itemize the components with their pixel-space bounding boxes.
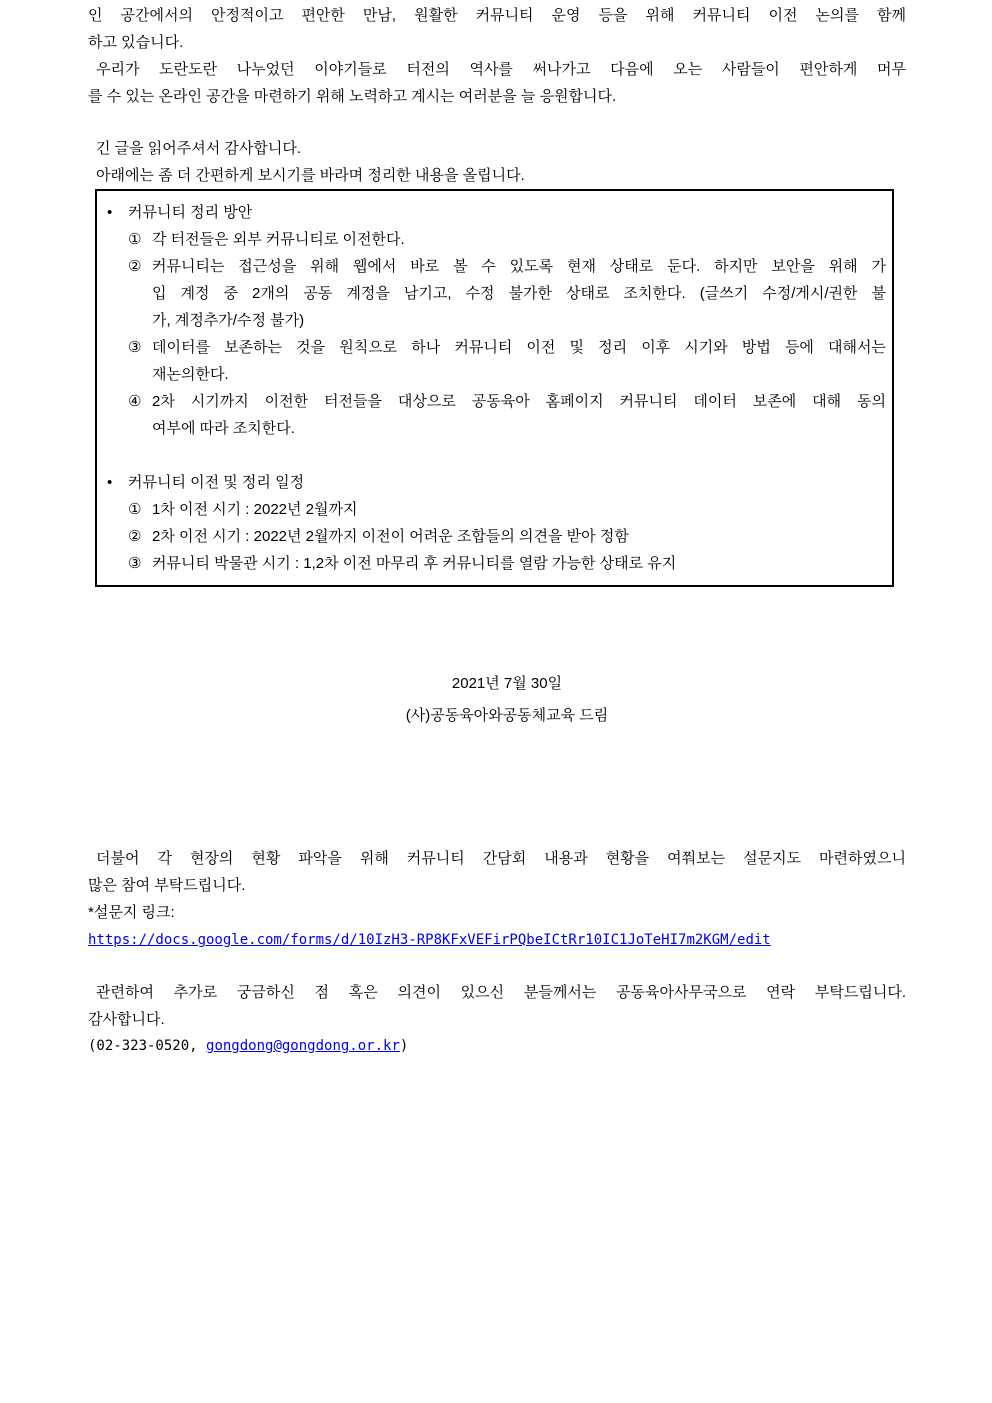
list-item <box>128 496 886 523</box>
list-item <box>128 388 886 442</box>
circled-number-icon: ② <box>128 258 142 275</box>
item-line: 재논의한다. <box>152 366 229 383</box>
thanks-line: 긴 글을 읽어주셔서 감사합니다. <box>96 140 302 157</box>
list-item <box>128 334 886 388</box>
intro-line: 인 공간에서의 안정적이고 편안한 만남, 원활한 커뮤니티 운영 등을 위해 커뮤니티 이전 논의를 함께 <box>88 7 906 24</box>
bullet-icon: • <box>107 474 113 491</box>
item-line: 2차 시기까지 이전한 터전들을 대상으로 공동육아 홈페이지 커뮤니티 데이터 보존에 대해 동의 <box>152 393 886 410</box>
signature-org: (사)공동육아와공동체교육 드림 <box>405 707 609 724</box>
contact-phone-line <box>88 1033 906 1060</box>
thanks-line: 아래에는 좀 더 간편하게 보시기를 바라며 정리한 내용을 올립니다. <box>96 167 525 184</box>
circled-number-icon: ① <box>128 501 142 518</box>
section-title-row <box>107 199 886 226</box>
intro-paragraph <box>88 2 906 110</box>
blank-space <box>88 732 906 845</box>
item-line: 커뮤니티는 접근성을 위해 웹에서 바로 볼 수 있도록 현재 상태로 둔다. 하지만 보안을 위해 가 <box>152 258 886 275</box>
list-item <box>128 226 886 253</box>
item-line: 가, 계정추가/수정 불가) <box>152 312 305 329</box>
circled-number-icon: ① <box>128 231 142 248</box>
thanks-paragraph <box>88 135 906 189</box>
intro-line: 하고 있습니다. <box>88 34 184 51</box>
item-line: 커뮤니티 박물관 시기 : 1,2차 이전 마무리 후 커뮤니티를 열람 가능한 상태로 유지 <box>152 555 677 572</box>
signature-block <box>88 668 906 732</box>
list-item <box>128 523 886 550</box>
section-title: 커뮤니티 정리 방안 <box>128 204 253 221</box>
circled-number-icon: ③ <box>128 339 142 356</box>
survey-line: 많은 참여 부탁드립니다. <box>88 877 246 894</box>
item-line: 입 계정 중 2개의 공동 계정을 남기고, 수정 불가한 상태로 조치한다. (글쓰기 수정/게시/권한 불 <box>152 285 886 302</box>
circled-number-icon: ③ <box>128 555 142 572</box>
closing-paren: ) <box>399 1038 409 1054</box>
item-line: 1차 이전 시기 : 2022년 2월까지 <box>152 501 358 518</box>
intro-line: 를 수 있는 온라인 공간을 마련하기 위해 노력하고 계시는 여러분을 늘 응원합니다. <box>88 88 617 105</box>
intro-line: 우리가 도란도란 나누었던 이야기들로 터전의 역사를 써나가고 다음에 오는 사람들이 편안하게 머무 <box>96 61 906 78</box>
item-line: 여부에 따라 조치한다. <box>152 420 295 437</box>
item-line: 각 터전들은 외부 커뮤니티로 이전한다. <box>152 231 405 248</box>
blank-space <box>88 587 906 668</box>
contact-line: 관련하여 추가로 궁금하신 점 혹은 의견이 있으신 분들께서는 공동육아사무국으로 연락 부탁드립니다. <box>96 984 906 1001</box>
section-title-row <box>107 469 886 496</box>
blank-space <box>107 442 886 469</box>
email-link[interactable]: gongdong@gongdong.or.kr <box>206 1038 400 1054</box>
summary-box <box>95 189 894 587</box>
phone-number: (02-323-0520, <box>88 1038 207 1054</box>
item-line: 2차 이전 시기 : 2022년 2월까지 이전이 어려운 조합들의 의견을 받아 정함 <box>152 528 629 545</box>
contact-line: 감사합니다. <box>88 1011 165 1028</box>
section-title: 커뮤니티 이전 및 정리 일정 <box>128 474 305 491</box>
blank-space <box>88 110 906 135</box>
signature-date: 2021년 7월 30일 <box>451 675 563 692</box>
document-page <box>88 0 906 1060</box>
bullet-icon: • <box>107 204 113 221</box>
survey-link-label: *설문지 링크: <box>88 904 175 921</box>
item-line: 데이터를 보존하는 것을 원칙으로 하나 커뮤니티 이전 및 정리 이후 시기와 방법 등에 대해서는 <box>152 339 886 356</box>
list-item <box>128 253 886 334</box>
survey-line: 더불어 각 현장의 현황 파악을 위해 커뮤니티 간담회 내용과 현황을 여쭤보는 설문지도 마련하였으니 <box>96 850 906 867</box>
survey-form-link[interactable]: https://docs.google.com/forms/d/10IzH3-RP8KFxVEFirPQbeICtRr10IC1JoTeHI7m2KGM/edit <box>88 932 771 948</box>
survey-paragraph <box>88 845 906 954</box>
list-item <box>128 550 886 577</box>
circled-number-icon: ④ <box>128 393 142 410</box>
circled-number-icon: ② <box>128 528 142 545</box>
blank-space <box>88 954 906 979</box>
contact-paragraph <box>88 979 906 1060</box>
